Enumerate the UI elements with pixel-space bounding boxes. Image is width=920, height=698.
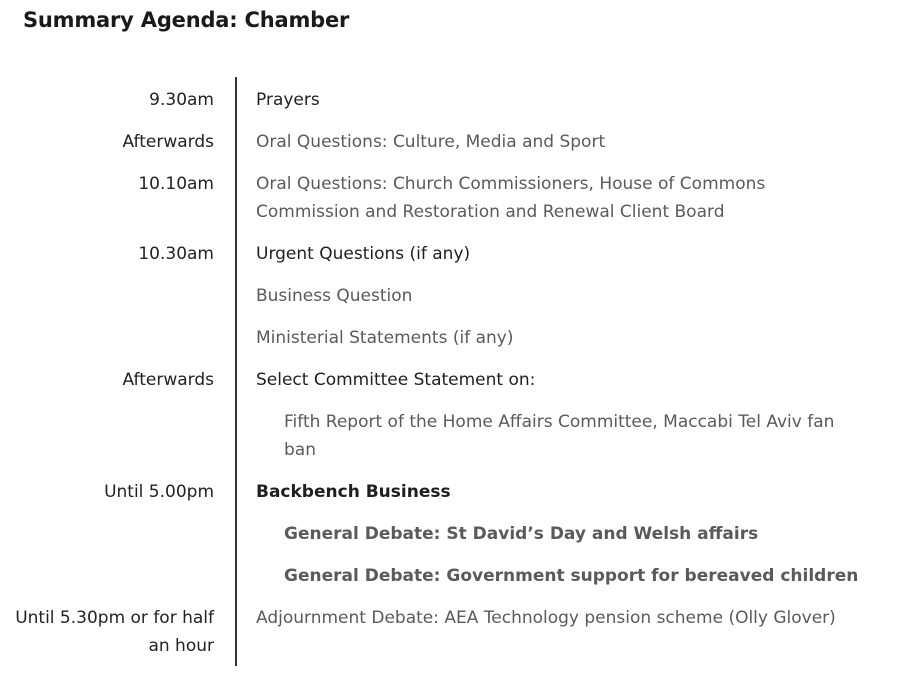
agenda-row <box>0 562 920 590</box>
agenda-item: Select Committee Statement on: <box>256 370 536 390</box>
agenda-item: Prayers <box>256 90 320 110</box>
agenda-row <box>0 324 920 352</box>
agenda-item: Backbench Business <box>256 482 451 502</box>
agenda-time: 9.30am <box>149 90 214 110</box>
agenda-subitem: Fifth Report of the Home Affairs Committee, Maccabi Tel Aviv fan ban <box>284 412 835 460</box>
agenda-item: Ministerial Statements (if any) <box>256 328 514 348</box>
agenda-row <box>0 478 920 506</box>
agenda-item: Oral Questions: Church Commissioners, House of Commons Commission and Restoration and Renewal Client Board <box>256 174 766 222</box>
agenda-time: Until 5.00pm <box>104 482 214 502</box>
agenda-row <box>0 170 920 226</box>
agenda-row <box>0 240 920 268</box>
agenda-row <box>0 128 920 156</box>
agenda-item: Oral Questions: Culture, Media and Sport <box>256 132 606 152</box>
agenda-subitem: General Debate: St David’s Day and Welsh affairs <box>284 524 759 544</box>
agenda-row <box>0 408 920 464</box>
agenda-item: Adjournment Debate: AEA Technology pension scheme (Olly Glover) <box>256 608 836 628</box>
agenda-item: Urgent Questions (if any) <box>256 244 471 264</box>
agenda-row <box>0 282 920 310</box>
agenda-time: 10.10am <box>138 174 214 194</box>
agenda-time: Until 5.30pm or for half an hour <box>15 608 214 656</box>
agenda-time: Afterwards <box>122 132 214 152</box>
agenda-row <box>0 520 920 548</box>
agenda-item: Business Question <box>256 286 413 306</box>
agenda-time: 10.30am <box>138 244 214 264</box>
agenda-row <box>0 86 920 114</box>
agenda-row <box>0 604 920 660</box>
page-title: Summary Agenda: Chamber <box>23 8 350 32</box>
agenda-list <box>0 86 920 674</box>
agenda-subitem: General Debate: Government support for bereaved children <box>284 566 859 586</box>
agenda-time: Afterwards <box>122 370 214 390</box>
agenda-row <box>0 366 920 394</box>
